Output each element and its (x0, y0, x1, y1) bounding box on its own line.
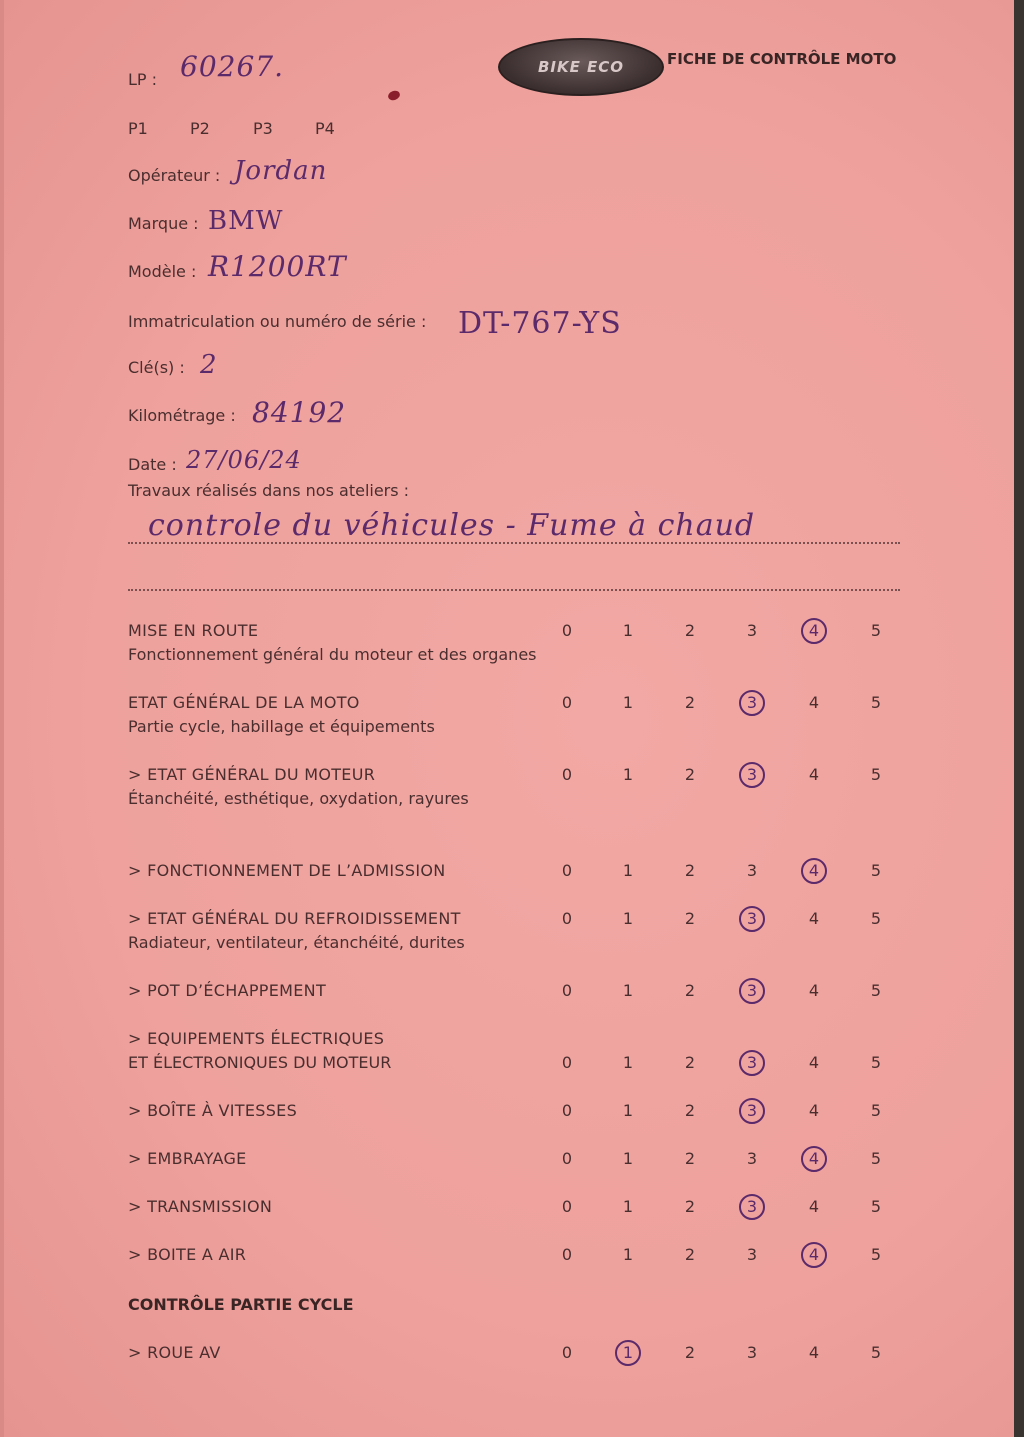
score-option: 1 (622, 1101, 634, 1120)
works-line-1 (128, 542, 900, 544)
bike-eco-logo (498, 38, 664, 96)
score-selected: 3 (739, 1050, 765, 1076)
p1-label: P1 (128, 119, 148, 138)
score-selected: 3 (739, 1098, 765, 1124)
works-value: controle du véhicules - Fume à chaud (148, 508, 756, 543)
registration-label: Immatriculation ou numéro de série : (128, 312, 427, 331)
score-option: 0 (561, 765, 573, 784)
score-option: 1 (622, 765, 634, 784)
score-option: 1 (622, 909, 634, 928)
score-option: 1 (622, 1149, 634, 1168)
score-option: 3 (746, 621, 758, 640)
works-line-2 (128, 589, 900, 591)
score-selected: 4 (801, 1146, 827, 1172)
score-option: 4 (808, 765, 820, 784)
score-option: 2 (684, 1197, 696, 1216)
keys-label: Clé(s) : (128, 358, 185, 377)
score-option: 0 (561, 621, 573, 640)
score-option: 2 (684, 621, 696, 640)
p3-label: P3 (253, 119, 273, 138)
rating-row-subtitle: Radiateur, ventilateur, étanchéité, durites (128, 933, 465, 952)
score-option: 0 (561, 861, 573, 880)
score-option: 4 (808, 909, 820, 928)
score-selected: 4 (801, 1242, 827, 1268)
mileage-label: Kilométrage : (128, 406, 236, 425)
score-option: 0 (561, 1343, 573, 1362)
rating-row-title: > FONCTIONNEMENT DE L’ADMISSION (128, 861, 446, 880)
score-option: 2 (684, 861, 696, 880)
keys-value: 2 (200, 350, 218, 380)
score-option: 0 (561, 981, 573, 1000)
score-option: 2 (684, 1053, 696, 1072)
operator-value: Jordan (234, 156, 328, 186)
score-selected: 3 (739, 906, 765, 932)
score-option: 1 (622, 1197, 634, 1216)
score-option: 5 (870, 621, 882, 640)
operator-label: Opérateur : (128, 166, 221, 185)
score-option: 0 (561, 1149, 573, 1168)
score-option: 2 (684, 909, 696, 928)
rating-row-title: > TRANSMISSION (128, 1197, 273, 1216)
score-option: 0 (561, 1101, 573, 1120)
score-option: 3 (746, 1343, 758, 1362)
score-option: 5 (870, 765, 882, 784)
score-option: 0 (561, 909, 573, 928)
score-option: 2 (684, 1245, 696, 1264)
score-selected: 3 (739, 762, 765, 788)
logo-text: BIKE ECO (537, 58, 625, 76)
score-option: 2 (684, 981, 696, 1000)
score-option: 2 (684, 1343, 696, 1362)
ink-stain (387, 89, 401, 102)
score-option: 5 (870, 861, 882, 880)
rating-row-title: MISE EN ROUTE (128, 621, 259, 640)
score-option: 5 (870, 1149, 882, 1168)
rating-row-subtitle: ET ÉLECTRONIQUES DU MOTEUR (128, 1053, 392, 1072)
score-option: 5 (870, 1197, 882, 1216)
score-option: 1 (622, 621, 634, 640)
score-option: 2 (684, 1149, 696, 1168)
score-option: 5 (870, 1343, 882, 1362)
score-option: 3 (746, 861, 758, 880)
score-option: 5 (870, 1245, 882, 1264)
score-option: 4 (808, 693, 820, 712)
section-cycle-title: CONTRÔLE PARTIE CYCLE (128, 1295, 354, 1314)
rating-row-title: > EQUIPEMENTS ÉLECTRIQUES (128, 1029, 385, 1048)
date-label: Date : (128, 455, 177, 474)
lp-label: LP : (128, 70, 158, 89)
p4-label: P4 (315, 119, 335, 138)
score-option: 3 (746, 1149, 758, 1168)
rating-row-title: > ETAT GÉNÉRAL DU REFROIDISSEMENT (128, 909, 461, 928)
rating-row-subtitle: Fonctionnement général du moteur et des organes (128, 645, 537, 664)
registration-value: DT-767-YS (458, 306, 622, 341)
brand-label: Marque : (128, 214, 199, 233)
score-option: 1 (622, 1053, 634, 1072)
document-title: FICHE DE CONTRÔLE MOTO (667, 50, 897, 68)
score-option: 4 (808, 1343, 820, 1362)
rating-row-title: > ROUE AV (128, 1343, 221, 1362)
rating-row-title: > BOITE A AIR (128, 1245, 247, 1264)
score-option: 3 (746, 1245, 758, 1264)
score-option: 4 (808, 981, 820, 1000)
score-option: 0 (561, 1197, 573, 1216)
score-selected: 1 (615, 1340, 641, 1366)
score-option: 4 (808, 1197, 820, 1216)
model-label: Modèle : (128, 262, 197, 281)
score-option: 2 (684, 1101, 696, 1120)
rating-row-title: > POT D’ÉCHAPPEMENT (128, 981, 327, 1000)
score-selected: 4 (801, 618, 827, 644)
score-option: 1 (622, 861, 634, 880)
score-selected: 3 (739, 690, 765, 716)
model-value: R1200RT (208, 250, 347, 283)
lp-value: 60267. (180, 50, 284, 83)
p2-label: P2 (190, 119, 210, 138)
score-option: 5 (870, 1101, 882, 1120)
rating-row-title: ETAT GÉNÉRAL DE LA MOTO (128, 693, 360, 712)
rating-row-title: > BOÎTE À VITESSES (128, 1101, 298, 1120)
score-option: 5 (870, 1053, 882, 1072)
brand-value: BMW (208, 206, 284, 236)
score-selected: 4 (801, 858, 827, 884)
rating-row-title: > ETAT GÉNÉRAL DU MOTEUR (128, 765, 376, 784)
rating-row-subtitle: Partie cycle, habillage et équipements (128, 717, 435, 736)
score-option: 4 (808, 1053, 820, 1072)
score-selected: 3 (739, 978, 765, 1004)
score-selected: 3 (739, 1194, 765, 1220)
rating-row-subtitle: Étanchéité, esthétique, oxydation, rayures (128, 789, 469, 808)
score-option: 4 (808, 1101, 820, 1120)
score-option: 5 (870, 981, 882, 1000)
score-option: 2 (684, 693, 696, 712)
works-label: Travaux réalisés dans nos ateliers : (128, 481, 410, 500)
score-option: 0 (561, 1245, 573, 1264)
score-option: 5 (870, 909, 882, 928)
score-option: 2 (684, 765, 696, 784)
date-value: 27/06/24 (186, 446, 302, 474)
score-option: 0 (561, 1053, 573, 1072)
sheet-edge (0, 0, 4, 1437)
score-option: 1 (622, 1245, 634, 1264)
score-option: 5 (870, 693, 882, 712)
score-option: 0 (561, 693, 573, 712)
mileage-value: 84192 (252, 396, 347, 429)
score-option: 1 (622, 693, 634, 712)
rating-row-title: > EMBRAYAGE (128, 1149, 247, 1168)
score-option: 1 (622, 981, 634, 1000)
